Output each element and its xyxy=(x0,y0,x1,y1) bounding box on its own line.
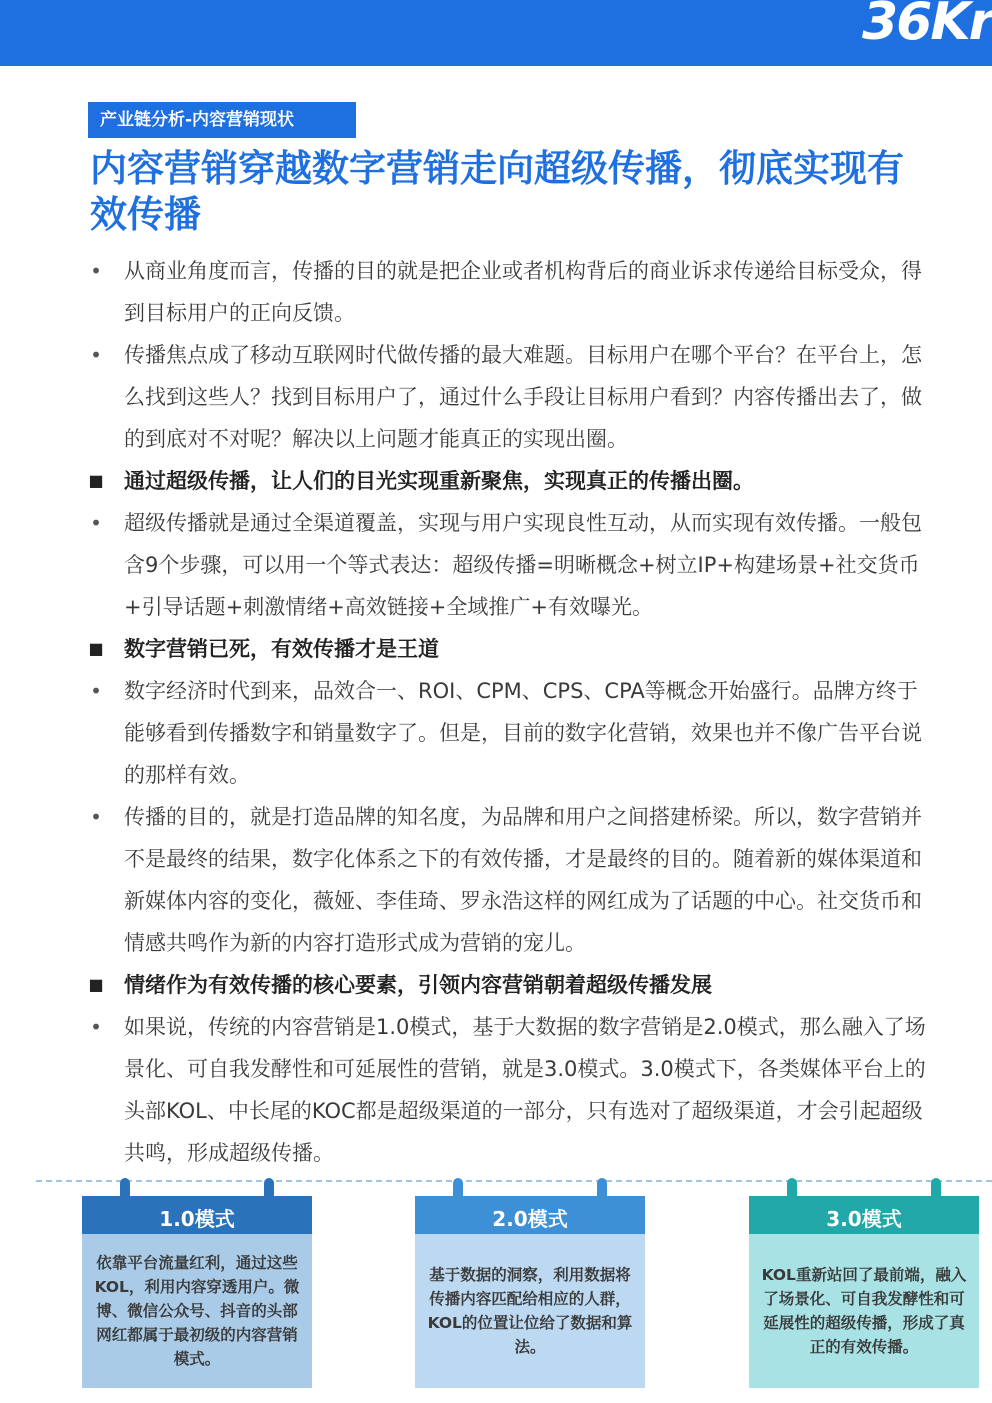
bullet-text: 数字经济时代到来，品效合一、ROI、CPM、CPS、CPA等概念开始盛行。品牌方终于能够看到传播数字和销量数字了。但是，目前的数字化营销，效果也并不像广告平台说的那样有效。 xyxy=(124,679,922,787)
mode-card-2 xyxy=(415,1196,645,1388)
bullet-item xyxy=(86,670,936,796)
bullet-dot-icon: • xyxy=(90,511,102,535)
mode-card-body xyxy=(749,1234,979,1388)
bullet-item xyxy=(86,334,936,460)
mode-card-body xyxy=(415,1234,645,1388)
bullet-dot-icon: • xyxy=(90,679,102,703)
mode-card-text: 基于数据的洞察，利用数据将传播内容匹配给相应的人群，KOL的位置让位给了数据和算法。 xyxy=(427,1266,633,1356)
brand-logo-text: 36Kr xyxy=(862,0,992,52)
page-title: 内容营销穿越数字营销走向超级传播，彻底实现有效传播 xyxy=(90,147,904,236)
bullet-dot-icon: • xyxy=(90,1015,102,1039)
bullet-item xyxy=(86,1006,936,1174)
bullet-item xyxy=(86,796,936,964)
header-bar xyxy=(0,0,992,66)
bullet-text: 超级传播就是通过全渠道覆盖，实现与用户实现良性互动，从而实现有效传播。一般包含9个步骤，可以用一个等式表达：超级传播=明晰概念+树立IP+构建场景+社交货币+引导话题+刺激情绪+高效链接+全域推广+有效曝光。 xyxy=(124,511,922,619)
square-bullet-icon: ■ xyxy=(88,639,104,658)
mode-card-title: 3.0模式 xyxy=(749,1196,979,1234)
bullet-item xyxy=(86,502,936,628)
subheading xyxy=(86,964,936,1006)
mode-card-text: KOL重新站回了最前端，融入了场景化、可自我发酵性和可延展性的超级传播，形成了真正的有效传播。 xyxy=(761,1266,967,1356)
bullet-text: 从商业角度而言，传播的目的就是把企业或者机构背后的商业诉求传递给目标受众，得到目标用户的正向反馈。 xyxy=(124,259,922,325)
subheading-text: 情绪作为有效传播的核心要素，引领内容营销朝着超级传播发展 xyxy=(124,973,712,997)
mode-card-title: 1.0模式 xyxy=(82,1196,312,1234)
mode-card-title: 2.0模式 xyxy=(415,1196,645,1234)
mode-card-1 xyxy=(82,1196,312,1388)
body-content xyxy=(86,250,936,1174)
mode-card-body xyxy=(82,1234,312,1388)
subheading-text: 数字营销已死，有效传播才是王道 xyxy=(124,637,439,661)
section-tag: 产业链分析-内容营销现状 xyxy=(88,102,356,138)
mode-card-3 xyxy=(749,1196,979,1388)
dashed-divider xyxy=(36,1180,992,1182)
subheading-text: 通过超级传播，让人们的目光实现重新聚焦，实现真正的传播出圈。 xyxy=(124,469,754,493)
brand-logo xyxy=(862,0,992,66)
square-bullet-icon: ■ xyxy=(88,471,104,490)
bullet-item xyxy=(86,250,936,334)
bullet-text: 传播的目的，就是打造品牌的知名度，为品牌和用户之间搭建桥梁。所以，数字营销并不是最终的结果，数字化体系之下的有效传播，才是最终的目的。随着新的媒体渠道和新媒体内容的变化，薇娅、李佳琦、罗永浩这样的网红成为了话题的中心。社交货币和情感共鸣作为新的内容打造形式成为营销的宠儿。 xyxy=(124,805,922,955)
square-bullet-icon: ■ xyxy=(88,975,104,994)
bullet-text: 传播焦点成了移动互联网时代做传播的最大难题。目标用户在哪个平台？在平台上，怎么找到这些人？找到目标用户了，通过什么手段让目标用户看到？内容传播出去了，做的到底对不对呢？解决以上问题才能真正的实现出圈。 xyxy=(124,343,922,451)
bullet-dot-icon: • xyxy=(90,805,102,829)
bullet-dot-icon: • xyxy=(90,259,102,283)
bullet-text: 如果说，传统的内容营销是1.0模式，基于大数据的数字营销是2.0模式，那么融入了场景化、可自我发酵性和可延展性的营销，就是3.0模式。3.0模式下，各类媒体平台上的头部KOL、中长尾的KOC都是超级渠道的一部分，只有选对了超级渠道，才会引起超级共鸣，形成超级传播。 xyxy=(124,1015,926,1165)
subheading xyxy=(86,460,936,502)
mode-card-text: 依靠平台流量红利，通过这些KOL，利用内容穿透用户。微博、微信公众号、抖音的头部网红都属于最初级的内容营销模式。 xyxy=(94,1254,300,1368)
bullet-dot-icon: • xyxy=(90,343,102,367)
subheading xyxy=(86,628,936,670)
